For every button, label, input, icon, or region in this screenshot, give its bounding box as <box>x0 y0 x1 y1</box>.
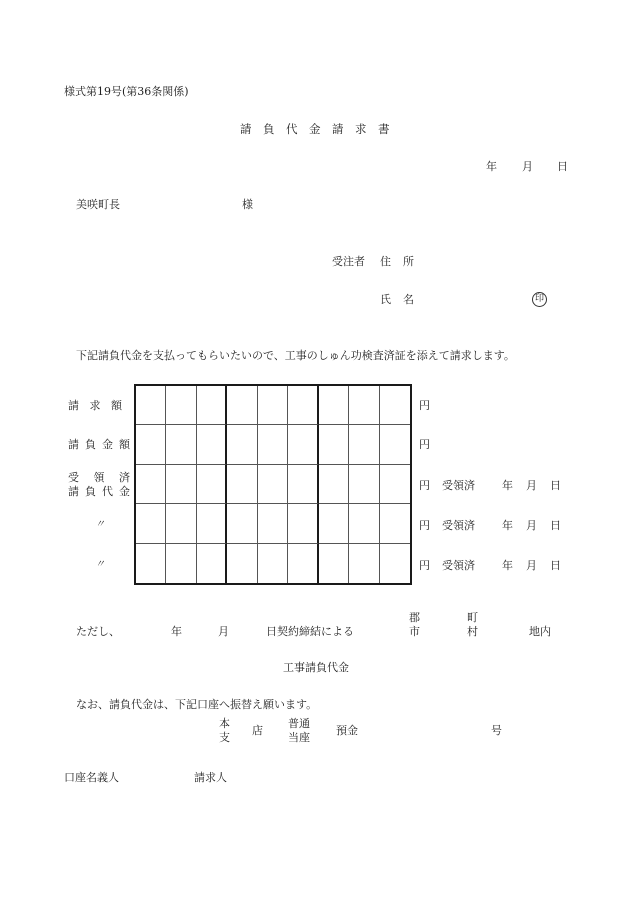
digit-cell[interactable] <box>258 386 288 425</box>
row-label-claim-amount <box>68 400 122 411</box>
branch-label: 店 <box>252 724 263 737</box>
address-label-2: 所 <box>403 255 414 268</box>
digit-cell[interactable] <box>227 544 257 583</box>
digit-cell[interactable] <box>227 465 257 504</box>
received-month: 月 <box>526 559 537 572</box>
proviso-prefix: ただし、 <box>76 625 120 638</box>
digit-cell[interactable] <box>288 386 318 425</box>
digit-cell[interactable] <box>136 465 166 504</box>
title-char: 負 <box>263 122 275 136</box>
label-char: 領 <box>93 471 105 484</box>
label-char: 受 <box>68 471 79 484</box>
claimant-label: 請求人 <box>194 771 227 784</box>
address-label-1: 住 <box>380 255 391 268</box>
label-char: 求 <box>89 399 101 412</box>
digit-cell[interactable] <box>288 504 318 543</box>
received-label: 受領済 <box>442 519 475 532</box>
intro-text: 下記請負代金を支払ってもらいたいので、工事のしゅん功検査済証を添えて請求します。 <box>76 349 515 362</box>
digit-cell[interactable] <box>197 465 227 504</box>
contractor-label: 受注者 <box>332 255 365 268</box>
digit-cell[interactable] <box>380 544 410 583</box>
location-suffix: 地内 <box>529 625 551 638</box>
yen-unit: 円 <box>419 479 430 492</box>
gun-shi-stack <box>409 611 420 639</box>
received-label: 受領済 <box>442 479 475 492</box>
received-month: 月 <box>526 519 537 532</box>
gun-label: 郡 <box>409 611 420 624</box>
digit-cell[interactable] <box>136 386 166 425</box>
amount-digit-grid[interactable] <box>134 384 412 585</box>
received-day: 日 <box>550 479 561 492</box>
address-input[interactable] <box>430 250 580 270</box>
cho-son-stack <box>467 611 478 639</box>
label-char: 負 <box>85 438 96 451</box>
label-char: 金 <box>102 438 113 451</box>
received-year: 年 <box>502 559 513 572</box>
label-char: 代 <box>102 485 113 498</box>
addressee-name: 美咲町長 <box>76 198 120 211</box>
digit-cell[interactable] <box>349 465 379 504</box>
ditto-mark: 〃 <box>95 559 105 570</box>
digit-cell[interactable] <box>319 425 349 464</box>
digit-cell[interactable] <box>136 544 166 583</box>
title-char: 請 <box>332 122 344 136</box>
row-label-received <box>68 472 130 497</box>
digit-cell[interactable] <box>319 544 349 583</box>
digit-cell[interactable] <box>166 504 196 543</box>
work-label: 工事請負代金 <box>283 661 349 674</box>
digit-cell[interactable] <box>258 544 288 583</box>
transfer-text: なお、請負代金は、下記口座へ振替え願います。 <box>76 698 318 711</box>
name-label-1: 氏 <box>380 293 391 306</box>
yen-unit: 円 <box>419 399 430 412</box>
digit-cell[interactable] <box>166 465 196 504</box>
account-holder-label: 口座名義人 <box>64 771 119 784</box>
digit-cell[interactable] <box>166 386 196 425</box>
digit-cell[interactable] <box>288 544 318 583</box>
head-office-label: 本 <box>219 717 230 730</box>
digit-cell[interactable] <box>288 465 318 504</box>
digit-cell[interactable] <box>349 425 379 464</box>
digit-cell[interactable] <box>197 504 227 543</box>
digit-cell[interactable] <box>380 386 410 425</box>
seal-icon: 印 <box>532 292 547 307</box>
account-type-current: 当座 <box>288 730 310 744</box>
title-char: 請 <box>240 122 252 136</box>
account-number-label: 号 <box>491 724 502 737</box>
ditto-mark: 〃 <box>95 519 105 530</box>
deposit-label: 預金 <box>336 724 358 737</box>
contract-year: 年 <box>171 625 182 638</box>
date-day-label: 日 <box>557 160 568 173</box>
digit-cell[interactable] <box>258 465 288 504</box>
digit-cell[interactable] <box>380 425 410 464</box>
digit-cell[interactable] <box>197 544 227 583</box>
digit-cell[interactable] <box>349 386 379 425</box>
row-label-contract-amount <box>68 439 130 450</box>
received-month: 月 <box>526 479 537 492</box>
contract-text: 日契約締結による <box>266 625 354 638</box>
yen-unit: 円 <box>419 438 430 451</box>
document-title <box>240 124 401 136</box>
form-number: 様式第19号(第36条関係) <box>64 85 189 98</box>
digit-cell[interactable] <box>136 425 166 464</box>
date-year-label: 年 <box>486 160 497 173</box>
label-char: 負 <box>85 485 96 498</box>
digit-cell[interactable] <box>319 504 349 543</box>
received-year: 年 <box>502 519 513 532</box>
label-char: 金 <box>119 485 130 498</box>
digit-cell[interactable] <box>380 504 410 543</box>
digit-cell[interactable] <box>166 544 196 583</box>
hon-shi-stack <box>219 717 230 745</box>
date-month-label: 月 <box>522 160 533 173</box>
digit-cell[interactable] <box>288 425 318 464</box>
digit-cell[interactable] <box>380 465 410 504</box>
digit-cell[interactable] <box>227 386 257 425</box>
label-char: 額 <box>111 399 122 412</box>
cho-label: 町 <box>467 611 478 624</box>
digit-cell[interactable] <box>197 425 227 464</box>
name-input[interactable] <box>430 288 525 308</box>
received-day: 日 <box>550 519 561 532</box>
received-label: 受領済 <box>442 559 475 572</box>
yen-unit: 円 <box>419 519 430 532</box>
label-char: 請 <box>68 485 79 498</box>
label-char: 額 <box>119 438 130 451</box>
received-day: 日 <box>550 559 561 572</box>
title-char: 書 <box>378 122 390 136</box>
title-char: 金 <box>309 122 321 136</box>
digit-cell[interactable] <box>227 425 257 464</box>
account-type-stack <box>288 717 310 745</box>
digit-cell[interactable] <box>166 425 196 464</box>
received-year: 年 <box>502 479 513 492</box>
digit-cell[interactable] <box>319 465 349 504</box>
label-char: 請 <box>68 438 79 451</box>
account-type-ordinary: 普通 <box>288 717 310 730</box>
addressee-honorific: 様 <box>242 198 253 211</box>
label-char: 済 <box>119 471 130 484</box>
digit-cell[interactable] <box>349 544 379 583</box>
digit-cell[interactable] <box>258 504 288 543</box>
contract-month: 月 <box>218 625 229 638</box>
branch-office-label: 支 <box>219 730 230 744</box>
label-char: 請 <box>68 399 79 412</box>
digit-cell[interactable] <box>227 504 257 543</box>
son-label: 村 <box>467 624 478 638</box>
digit-cell[interactable] <box>258 425 288 464</box>
name-label-2: 名 <box>403 293 414 306</box>
digit-cell[interactable] <box>349 504 379 543</box>
title-char: 求 <box>355 122 367 136</box>
yen-unit: 円 <box>419 559 430 572</box>
digit-cell[interactable] <box>197 386 227 425</box>
title-char: 代 <box>286 122 298 136</box>
digit-cell[interactable] <box>136 504 166 543</box>
digit-cell[interactable] <box>319 386 349 425</box>
shi-label: 市 <box>409 624 420 638</box>
